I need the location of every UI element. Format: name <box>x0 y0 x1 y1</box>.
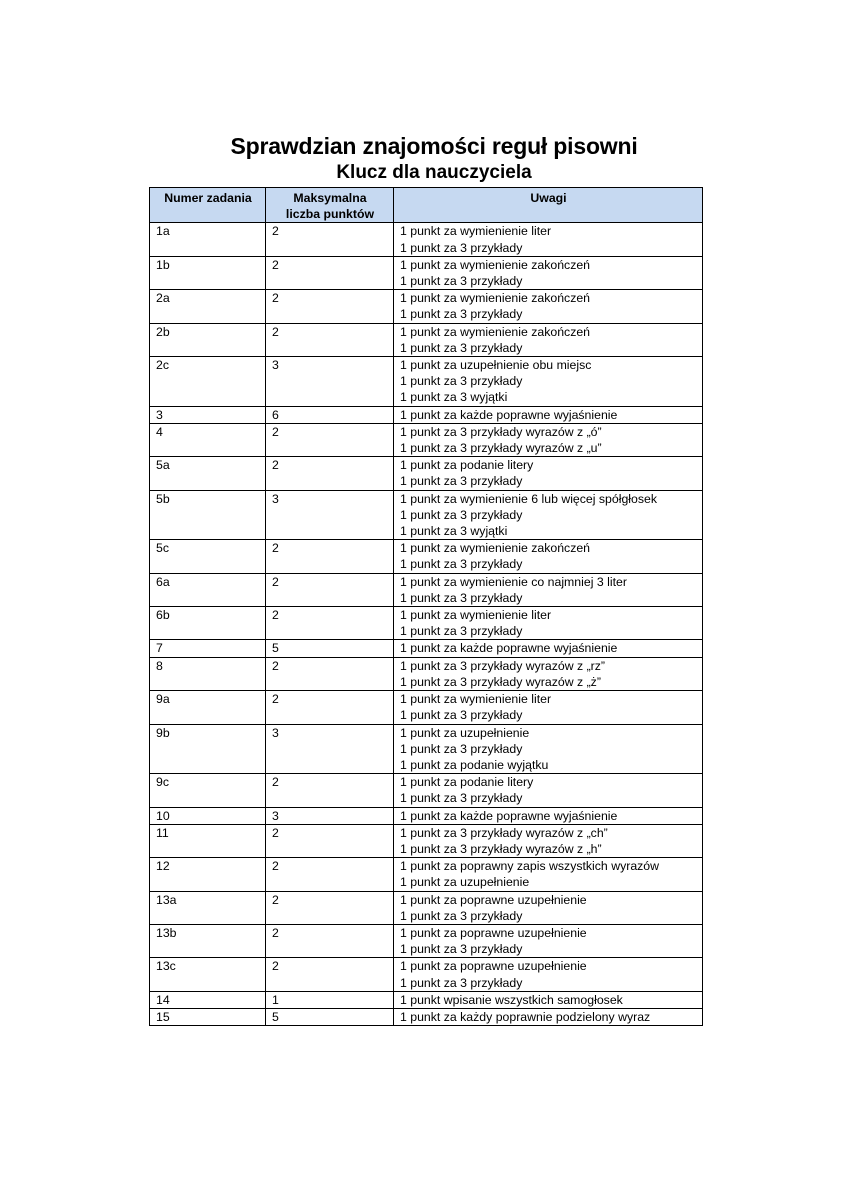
max-points-cell: 2 <box>266 858 394 891</box>
table-row <box>150 640 703 657</box>
notes-cell <box>394 924 703 957</box>
notes-cell <box>394 858 703 891</box>
note-line: 1 punkt za 3 przykłady wyrazów z „ż” <box>400 674 601 689</box>
notes-cell <box>394 573 703 606</box>
notes-cell <box>394 991 703 1008</box>
task-number-cell: 2a <box>150 290 266 323</box>
max-points-cell: 2 <box>266 573 394 606</box>
notes-cell <box>394 457 703 490</box>
note-line: 1 punkt za 3 przykłady <box>400 340 523 355</box>
max-points-cell: 2 <box>266 691 394 724</box>
task-number-cell: 5c <box>150 540 266 573</box>
task-number-cell: 8 <box>150 657 266 690</box>
note-line: 1 punkt za wymienienie zakończeń <box>400 291 591 306</box>
max-points-cell: 3 <box>266 357 394 407</box>
table-row <box>150 357 703 407</box>
max-points-cell: 2 <box>266 924 394 957</box>
task-number-cell: 9a <box>150 691 266 724</box>
note-line: 1 punkt za poprawne uzupełnienie <box>400 892 587 907</box>
note-line: 1 punkt za uzupełnienie obu miejsc <box>400 358 592 373</box>
table-row <box>150 891 703 924</box>
note-line: 1 punkt za wymienienie liter <box>400 692 552 707</box>
notes-cell <box>394 540 703 573</box>
note-line: 1 punkt za 3 przykłady <box>400 374 523 389</box>
note-line: 1 punkt za wymienienie zakończeń <box>400 541 591 556</box>
max-points-cell: 3 <box>266 807 394 824</box>
task-number-cell: 9b <box>150 724 266 774</box>
note-line: 1 punkt za poprawne uzupełnienie <box>400 925 587 940</box>
notes-cell <box>394 490 703 540</box>
document-subtitle: Klucz dla nauczyciela <box>336 162 532 183</box>
table-row <box>150 824 703 857</box>
notes-cell <box>394 958 703 991</box>
notes-cell <box>394 691 703 724</box>
header-row <box>150 188 703 223</box>
task-number-cell: 1b <box>150 256 266 289</box>
max-points-cell: 2 <box>266 423 394 456</box>
answer-key-table <box>149 187 703 1026</box>
table-row <box>150 540 703 573</box>
note-line: 1 punkt za poprawne uzupełnienie <box>400 959 587 974</box>
note-line: 1 punkt za 3 przykłady <box>400 942 523 957</box>
note-line: 1 punkt za wymienienie zakończeń <box>400 324 591 339</box>
task-number-cell: 5b <box>150 490 266 540</box>
task-number-cell: 9c <box>150 774 266 807</box>
table-row <box>150 290 703 323</box>
max-points-cell: 2 <box>266 824 394 857</box>
notes-cell <box>394 891 703 924</box>
task-number-cell: 12 <box>150 858 266 891</box>
max-points-cell: 2 <box>266 607 394 640</box>
max-points-cell: 2 <box>266 657 394 690</box>
table-row <box>150 774 703 807</box>
max-points-cell: 2 <box>266 958 394 991</box>
note-line: 1 punkt za 3 przykłady <box>400 240 523 255</box>
max-points-cell: 3 <box>266 490 394 540</box>
note-line: 1 punkt za wymienienie liter <box>400 608 552 623</box>
max-points-cell: 2 <box>266 774 394 807</box>
notes-cell <box>394 1008 703 1025</box>
max-points-cell: 6 <box>266 406 394 423</box>
notes-cell <box>394 256 703 289</box>
task-number-cell: 6a <box>150 573 266 606</box>
notes-cell <box>394 423 703 456</box>
task-number-cell: 5a <box>150 457 266 490</box>
note-line: 1 punkt za uzupełnienie <box>400 725 530 740</box>
table-row <box>150 323 703 356</box>
table-row <box>150 607 703 640</box>
table-row <box>150 406 703 423</box>
table-row <box>150 256 703 289</box>
note-line: 1 punkt za 3 przykłady <box>400 624 523 639</box>
note-line: 1 punkt za 3 przykłady <box>400 274 523 289</box>
note-line: 1 punkt za poprawny zapis wszystkich wyrazów <box>400 859 660 874</box>
task-number-cell: 13c <box>150 958 266 991</box>
task-number-cell: 6b <box>150 607 266 640</box>
note-line: 1 punkt za 3 przykłady <box>400 791 523 806</box>
max-points-cell: 2 <box>266 256 394 289</box>
note-line: 1 punkt za podanie wyjątku <box>400 757 549 772</box>
note-line: 1 punkt za wymienienie zakończeń <box>400 257 591 272</box>
note-line: 1 punkt za 3 przykłady wyrazów z „ch” <box>400 825 608 840</box>
note-line: 1 punkt za wymienienie liter <box>400 224 552 239</box>
notes-cell <box>394 290 703 323</box>
task-number-cell: 13a <box>150 891 266 924</box>
table-row <box>150 657 703 690</box>
note-line: 1 punkt za 3 przykłady <box>400 908 523 923</box>
max-points-cell: 2 <box>266 323 394 356</box>
table-row <box>150 807 703 824</box>
task-number-cell: 7 <box>150 640 266 657</box>
note-line: 1 punkt za podanie litery <box>400 458 534 473</box>
max-points-cell: 2 <box>266 891 394 924</box>
header-notes: Uwagi <box>394 188 703 223</box>
document-title: Sprawdzian znajomości reguł pisowni <box>230 133 638 159</box>
note-line: 1 punkt za wymienienie 6 lub więcej spółgłosek <box>400 491 658 506</box>
note-line: 1 punkt za 3 przykłady wyrazów z „u” <box>400 441 602 456</box>
task-number-cell: 3 <box>150 406 266 423</box>
note-line: 1 punkt za podanie litery <box>400 775 534 790</box>
table-row <box>150 924 703 957</box>
task-number-cell: 2c <box>150 357 266 407</box>
task-number-cell: 15 <box>150 1008 266 1025</box>
note-line: 1 punkt za 3 przykłady wyrazów z „h” <box>400 841 602 856</box>
notes-cell <box>394 807 703 824</box>
table-row <box>150 573 703 606</box>
table-row <box>150 490 703 540</box>
notes-cell <box>394 657 703 690</box>
max-points-cell: 1 <box>266 991 394 1008</box>
note-line: 1 punkt za 3 przykłady <box>400 507 523 522</box>
max-points-cell: 2 <box>266 223 394 256</box>
task-number-cell: 4 <box>150 423 266 456</box>
max-points-cell: 2 <box>266 457 394 490</box>
max-points-cell: 3 <box>266 724 394 774</box>
notes-cell <box>394 323 703 356</box>
note-line: 1 punkt za wymienienie co najmniej 3 liter <box>400 574 627 589</box>
note-line: 1 punkt za każde poprawne wyjaśnienie <box>400 407 618 422</box>
task-number-cell: 2b <box>150 323 266 356</box>
notes-cell <box>394 406 703 423</box>
header-task-number: Numer zadania <box>150 188 266 223</box>
note-line: 1 punkt za 3 przykłady <box>400 975 523 990</box>
table-row <box>150 423 703 456</box>
max-points-cell: 2 <box>266 540 394 573</box>
notes-cell <box>394 824 703 857</box>
task-number-cell: 11 <box>150 824 266 857</box>
table-row <box>150 991 703 1008</box>
note-line: 1 punkt za 3 wyjątki <box>400 524 508 539</box>
max-points-cell: 2 <box>266 290 394 323</box>
note-line: 1 punkt za 3 przykłady <box>400 708 523 723</box>
table-row <box>150 858 703 891</box>
note-line: 1 punkt za 3 wyjątki <box>400 390 508 405</box>
note-line: 1 punkt za uzupełnienie <box>400 875 530 890</box>
task-number-cell: 1a <box>150 223 266 256</box>
note-line: 1 punkt za 3 przykłady <box>400 557 523 572</box>
note-line: 1 punkt za 3 przykłady wyrazów z „rz” <box>400 658 606 673</box>
note-line: 1 punkt za każde poprawne wyjaśnienie <box>400 641 618 656</box>
task-number-cell: 10 <box>150 807 266 824</box>
note-line: 1 punkt wpisanie wszystkich samogłosek <box>400 992 623 1007</box>
max-points-cell: 5 <box>266 1008 394 1025</box>
notes-cell <box>394 724 703 774</box>
note-line: 1 punkt za każde poprawne wyjaśnienie <box>400 808 618 823</box>
title-block <box>0 132 868 185</box>
table-row <box>150 691 703 724</box>
notes-cell <box>394 223 703 256</box>
table-row <box>150 1008 703 1025</box>
max-points-cell: 5 <box>266 640 394 657</box>
header-max-points-line1: Maksymalna <box>293 191 367 205</box>
table-row <box>150 724 703 774</box>
notes-cell <box>394 774 703 807</box>
note-line: 1 punkt za 3 przykłady <box>400 590 523 605</box>
note-line: 1 punkt za 3 przykłady <box>400 741 523 756</box>
note-line: 1 punkt za 3 przykłady wyrazów z „ó” <box>400 424 602 439</box>
header-max-points-line2: liczba punktów <box>285 207 375 222</box>
note-line: 1 punkt za każdy poprawnie podzielony wyraz <box>400 1009 651 1024</box>
header-max-points <box>266 188 394 223</box>
note-line: 1 punkt za 3 przykłady <box>400 307 523 322</box>
note-line: 1 punkt za 3 przykłady <box>400 474 523 489</box>
table-row <box>150 457 703 490</box>
notes-cell <box>394 607 703 640</box>
notes-cell <box>394 640 703 657</box>
notes-cell <box>394 357 703 407</box>
table-row <box>150 958 703 991</box>
table-row <box>150 223 703 256</box>
task-number-cell: 14 <box>150 991 266 1008</box>
task-number-cell: 13b <box>150 924 266 957</box>
